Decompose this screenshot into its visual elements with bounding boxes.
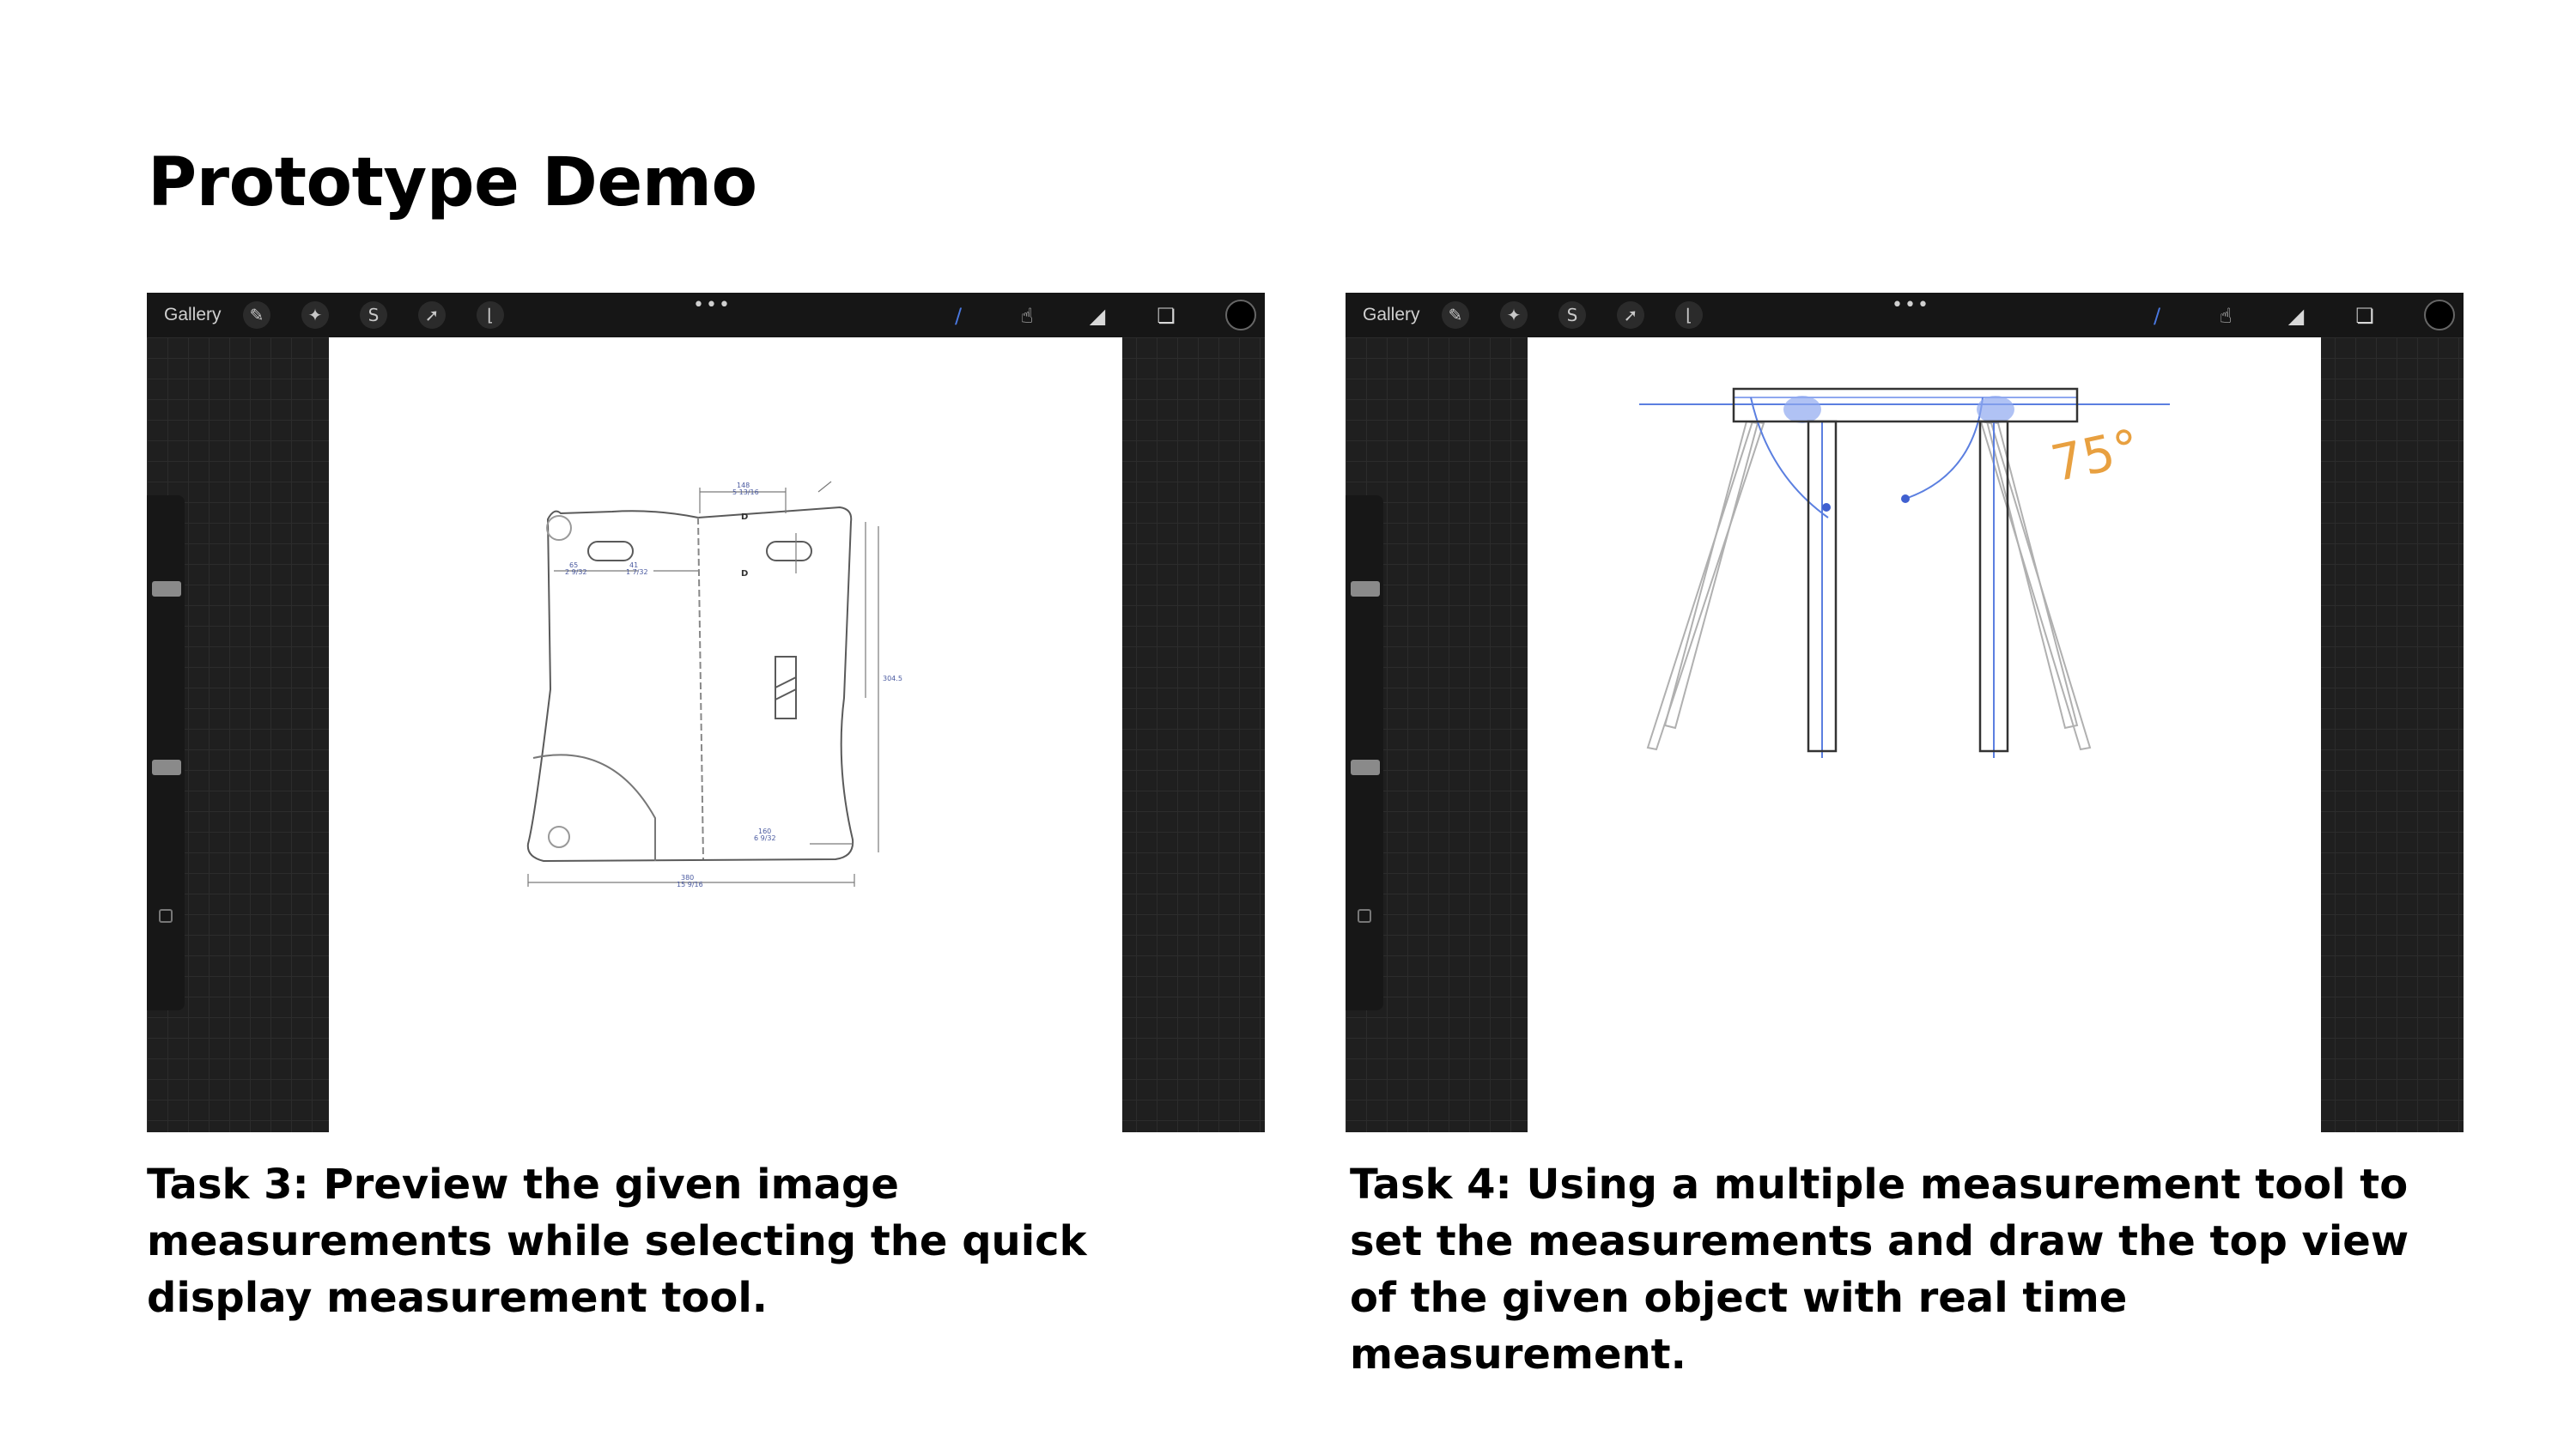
brush-icon[interactable]: /	[954, 304, 963, 328]
opacity-slider[interactable]	[152, 760, 181, 775]
svg-text:2 9/32: 2 9/32	[565, 568, 587, 576]
modify-button[interactable]	[1358, 909, 1371, 923]
svg-text:15 9/16: 15 9/16	[677, 881, 703, 888]
task4-caption: Task 4: Using a multiple measurement tool to set the measurements and draw the top view of the given object with real time measurement.	[1350, 1161, 2409, 1379]
smudge-icon[interactable]: ☝	[1020, 304, 1034, 328]
svg-text:D: D	[741, 569, 749, 579]
color-swatch-icon[interactable]	[1225, 300, 1256, 330]
procreate-screenshot-task4	[1346, 293, 2464, 1132]
task3-caption: Task 3: Preview the given image measurements while selecting the quick display measurement tool.	[147, 1161, 1087, 1322]
drawing-canvas[interactable]	[329, 337, 1122, 1132]
svg-text:160: 160	[758, 828, 772, 835]
svg-text:1 7/32: 1 7/32	[626, 568, 648, 576]
top-toolbar	[1346, 293, 2464, 337]
magic-wand-icon[interactable]: ✦	[301, 301, 329, 329]
svg-text:6 9/32: 6 9/32	[754, 834, 776, 842]
selection-icon[interactable]: S	[360, 301, 387, 329]
ruler-icon[interactable]: ⌊	[477, 301, 504, 329]
more-options-icon[interactable]: •••	[1892, 294, 1930, 316]
svg-text:380: 380	[681, 874, 695, 882]
svg-text:5 13/16: 5 13/16	[732, 488, 759, 496]
magic-wand-icon[interactable]: ✦	[1500, 301, 1528, 329]
angle-annotation: 75°	[2045, 417, 2145, 494]
eraser-icon[interactable]: ◢	[1089, 304, 1106, 328]
side-slider-bar	[1346, 495, 1383, 1010]
drawing-canvas[interactable]	[1528, 337, 2321, 1132]
layers-icon[interactable]: ❏	[1157, 304, 1176, 328]
procreate-screenshot-task3	[147, 293, 1265, 1132]
transform-arrow-icon[interactable]: ➚	[1617, 301, 1644, 329]
transform-arrow-icon[interactable]: ➚	[418, 301, 446, 329]
modify-button[interactable]	[159, 909, 173, 923]
brush-icon[interactable]: /	[2153, 304, 2161, 328]
page-title: Prototype Demo	[148, 144, 757, 221]
gallery-button[interactable]: Gallery	[1363, 305, 1420, 324]
wrench-icon[interactable]: ✎	[243, 301, 270, 329]
svg-text:304.5: 304.5	[883, 675, 902, 682]
ruler-icon[interactable]: ⌊	[1675, 301, 1703, 329]
svg-text:148: 148	[737, 482, 750, 489]
technical-drawing	[329, 337, 1122, 1132]
smudge-icon[interactable]: ☝	[2219, 304, 2233, 328]
selection-icon[interactable]: S	[1558, 301, 1586, 329]
brush-size-slider[interactable]	[1351, 581, 1380, 597]
svg-text:41: 41	[629, 561, 639, 569]
brush-size-slider[interactable]	[152, 581, 181, 597]
svg-text:D: D	[741, 512, 749, 522]
color-swatch-icon[interactable]	[2424, 300, 2455, 330]
layers-icon[interactable]: ❏	[2355, 304, 2374, 328]
stool-sketch	[1528, 337, 2321, 1132]
top-toolbar	[147, 293, 1265, 337]
more-options-icon[interactable]: •••	[693, 294, 732, 316]
eraser-icon[interactable]: ◢	[2287, 304, 2305, 328]
opacity-slider[interactable]	[1351, 760, 1380, 775]
svg-text:65: 65	[569, 561, 579, 569]
side-slider-bar	[147, 495, 185, 1010]
wrench-icon[interactable]: ✎	[1442, 301, 1469, 329]
gallery-button[interactable]: Gallery	[164, 305, 222, 324]
